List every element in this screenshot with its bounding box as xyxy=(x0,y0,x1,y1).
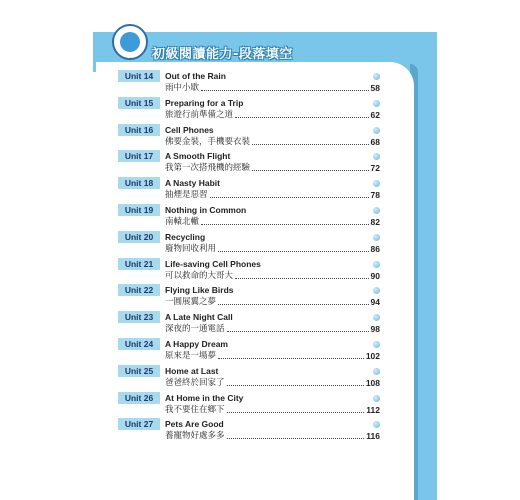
logo-badge-icon xyxy=(112,24,148,60)
bullet-icon xyxy=(373,341,380,348)
bullet-icon xyxy=(373,395,380,402)
dot-leader xyxy=(235,117,369,118)
dot-leader xyxy=(210,197,369,198)
dot-leader xyxy=(235,278,369,279)
page-number: 58 xyxy=(370,83,380,93)
chinese-title: 廢物回收利用 xyxy=(165,243,217,254)
chinese-title: 佛要金裝，手機要衣裝 xyxy=(165,136,251,147)
chinese-title: 養寵物好處多多 xyxy=(165,431,225,442)
table-of-contents xyxy=(118,70,380,445)
bullet-icon xyxy=(373,127,380,134)
toc-line xyxy=(165,136,380,148)
toc-entry[interactable] xyxy=(118,258,380,285)
toc-entry[interactable] xyxy=(118,392,380,419)
unit-label: Unit 18 xyxy=(118,177,160,189)
page-number: 116 xyxy=(366,431,380,442)
english-title: A Smooth Flight xyxy=(165,151,231,162)
chinese-title: 我第一次搭飛機的經驗 xyxy=(165,163,251,174)
dot-leader xyxy=(218,358,364,359)
toc-entry[interactable] xyxy=(118,365,380,392)
toc-line xyxy=(165,430,380,442)
unit-label: Unit 19 xyxy=(118,204,160,216)
page-number: 78 xyxy=(370,190,380,201)
page-title: 初級閱讀能力-段落填空 xyxy=(152,47,293,62)
page-number: 90 xyxy=(370,270,380,281)
toc-entry[interactable] xyxy=(118,204,380,231)
english-title: At Home in the City xyxy=(165,392,244,403)
page-number: 82 xyxy=(370,216,380,227)
unit-label: Unit 14 xyxy=(118,70,160,82)
unit-label: Unit 25 xyxy=(118,365,160,377)
dot-leader xyxy=(218,251,369,252)
chinese-title: 雨中小歇 xyxy=(165,83,200,93)
toc-line xyxy=(165,243,380,255)
toc-entry[interactable] xyxy=(118,97,380,124)
page-number: 112 xyxy=(366,404,380,415)
toc-entry[interactable] xyxy=(118,177,380,204)
english-title: Recycling xyxy=(165,231,206,242)
dot-leader xyxy=(227,331,369,332)
english-title: Pets Are Good xyxy=(165,419,224,430)
chinese-title: 抽煙是惡習 xyxy=(165,190,208,201)
bullet-icon xyxy=(373,234,380,241)
bullet-icon xyxy=(373,73,380,80)
toc-line xyxy=(165,109,380,121)
toc-line xyxy=(165,404,380,416)
english-title: Preparing for a Trip xyxy=(165,97,244,108)
chinese-title: 爸爸終於回家了 xyxy=(165,377,225,388)
english-title: Out of the Rain xyxy=(165,71,226,81)
unit-label: Unit 17 xyxy=(118,150,160,162)
english-title: A Late Night Call xyxy=(165,312,233,323)
toc-entry[interactable] xyxy=(118,70,380,97)
english-title: Flying Like Birds xyxy=(165,285,234,296)
dot-leader xyxy=(227,412,365,413)
english-title: Cell Phones xyxy=(165,124,214,135)
bullet-icon xyxy=(373,207,380,214)
toc-entry[interactable] xyxy=(118,418,380,445)
chinese-title: 原來是一場夢 xyxy=(165,350,217,361)
bullet-icon xyxy=(373,180,380,187)
english-title: Nothing in Common xyxy=(165,204,247,215)
toc-entry[interactable] xyxy=(118,338,380,365)
toc-line xyxy=(165,82,380,94)
unit-label: Unit 15 xyxy=(118,97,160,109)
page-number: 62 xyxy=(370,109,380,120)
bullet-icon xyxy=(373,153,380,160)
toc-line xyxy=(165,162,380,174)
page-number: 86 xyxy=(370,243,380,254)
page-number: 68 xyxy=(370,136,380,147)
english-title: Life-saving Cell Phones xyxy=(165,258,261,269)
chinese-title: 可以救命的大哥大 xyxy=(165,270,234,281)
unit-label: Unit 26 xyxy=(118,392,160,404)
toc-line xyxy=(165,377,380,389)
toc-entry[interactable] xyxy=(118,284,380,311)
bullet-icon xyxy=(373,100,380,107)
toc-line xyxy=(165,216,380,228)
toc-entry[interactable] xyxy=(118,124,380,151)
toc-entry[interactable] xyxy=(118,311,380,338)
page-number: 72 xyxy=(370,163,380,174)
unit-label: Unit 16 xyxy=(118,124,160,136)
page-number: 98 xyxy=(370,324,380,335)
dot-leader xyxy=(252,144,369,145)
chinese-title: 深夜的一通電話 xyxy=(165,324,225,335)
bullet-icon xyxy=(373,287,380,294)
dot-leader xyxy=(227,438,365,439)
dot-leader xyxy=(201,90,369,91)
toc-entry[interactable] xyxy=(118,150,380,177)
dot-leader xyxy=(218,304,369,305)
english-title: A Happy Dream xyxy=(165,338,228,349)
page-number: 94 xyxy=(370,297,380,308)
logo-face-icon xyxy=(120,32,140,52)
page-number: 108 xyxy=(365,377,380,388)
english-title: A Nasty Habit xyxy=(165,178,220,189)
dot-leader xyxy=(252,170,369,171)
unit-label: Unit 22 xyxy=(118,284,160,296)
toc-line xyxy=(165,323,380,335)
unit-label: Unit 27 xyxy=(118,418,160,430)
unit-label: Unit 24 xyxy=(118,338,160,350)
chinese-title: 我不要住在鄉下 xyxy=(165,404,225,415)
unit-label: Unit 20 xyxy=(118,231,160,243)
bullet-icon xyxy=(373,421,380,428)
english-title: Home at Last xyxy=(165,365,219,376)
toc-line xyxy=(165,296,380,308)
toc-entry[interactable] xyxy=(118,231,380,258)
unit-label: Unit 21 xyxy=(118,258,160,270)
dot-leader xyxy=(201,224,369,225)
bullet-icon xyxy=(373,261,380,268)
chinese-title: 旅遊行前準備之道 xyxy=(165,109,234,120)
page-number: 102 xyxy=(365,350,380,361)
bullet-icon xyxy=(373,368,380,375)
toc-line xyxy=(165,350,380,362)
dot-leader xyxy=(227,385,364,386)
chinese-title: 一圓展翼之夢 xyxy=(165,297,217,308)
unit-label: Unit 23 xyxy=(118,311,160,323)
toc-line xyxy=(165,189,380,201)
bullet-icon xyxy=(373,314,380,321)
toc-line xyxy=(165,270,380,282)
chinese-title: 南轅北轍 xyxy=(165,216,200,227)
